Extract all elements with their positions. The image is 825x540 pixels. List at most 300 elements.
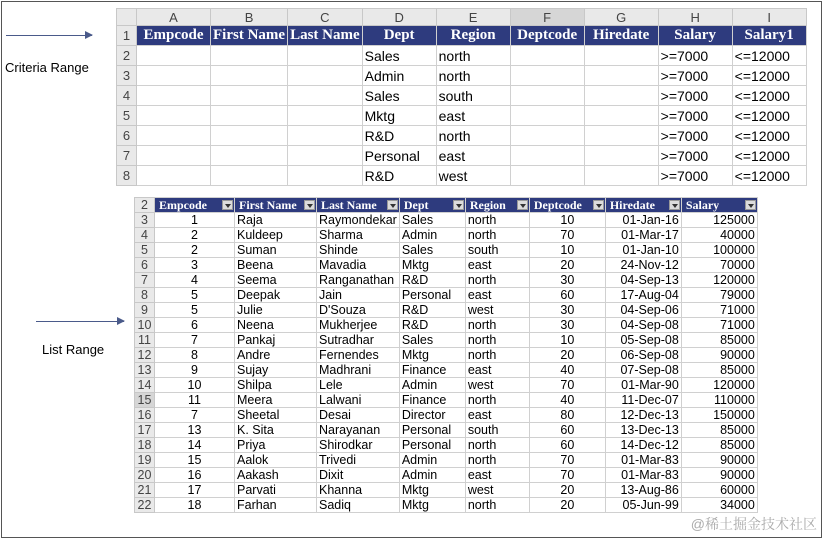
row-header[interactable]: 9 [135,303,155,318]
dept-cell[interactable]: Sales [399,243,465,258]
region-criteria-cell[interactable]: east [436,146,510,166]
list-range-label: List Range [42,342,105,357]
cell[interactable] [288,146,363,166]
row-header[interactable]: 11 [135,333,155,348]
first-name-cell[interactable]: Sujay [235,363,317,378]
deptcode-cell[interactable]: 70 [529,468,605,483]
region-cell[interactable]: north [465,273,529,288]
region-cell[interactable]: east [465,363,529,378]
deptcode-cell[interactable]: 70 [529,228,605,243]
list-row [135,483,758,498]
salary1-criteria-cell[interactable]: <=12000 [732,166,806,186]
region-cell[interactable]: north [465,333,529,348]
list-row [135,408,758,423]
row-header[interactable]: 21 [135,483,155,498]
salary1-criteria-cell[interactable]: <=12000 [732,66,806,86]
empcode-cell[interactable]: 17 [155,483,235,498]
empcode-cell[interactable]: 13 [155,423,235,438]
column-header[interactable]: I [732,9,806,26]
row-header[interactable]: 2 [135,198,155,213]
first-name-cell[interactable]: Raja [235,213,317,228]
region-criteria-cell[interactable]: north [436,66,510,86]
cell[interactable] [510,86,584,106]
cell[interactable] [510,66,584,86]
row-header[interactable]: 15 [135,393,155,408]
cell[interactable] [510,46,584,66]
deptcode-cell[interactable]: 70 [529,453,605,468]
dept-cell[interactable]: R&D [399,273,465,288]
column-header[interactable]: B [211,9,288,26]
dept-criteria-cell[interactable]: Mktg [362,106,436,126]
list-header-cell[interactable] [317,198,400,213]
first-name-cell[interactable]: Deepak [235,288,317,303]
last-name-cell[interactable]: Desai [317,408,400,423]
hiredate-cell[interactable]: 11-Dec-07 [605,393,681,408]
criteria-header-cell[interactable]: Last Name [288,26,363,46]
cell[interactable] [137,86,211,106]
salary-cell[interactable]: 85000 [681,423,757,438]
empcode-cell[interactable]: 9 [155,363,235,378]
hiredate-cell[interactable]: 12-Dec-13 [605,408,681,423]
row-header[interactable]: 10 [135,318,155,333]
region-cell[interactable]: west [465,303,529,318]
list-header-cell[interactable] [605,198,681,213]
salary-cell[interactable]: 71000 [681,318,757,333]
deptcode-cell[interactable]: 30 [529,303,605,318]
select-all-corner[interactable] [117,9,137,26]
cell[interactable] [288,86,363,106]
column-header[interactable]: G [584,9,658,26]
list-sheet [134,197,758,513]
cell[interactable] [288,106,363,126]
hiredate-cell[interactable]: 05-Jun-99 [605,498,681,513]
list-row [135,318,758,333]
first-name-cell[interactable]: Andre [235,348,317,363]
hiredate-cell[interactable]: 01-Mar-83 [605,453,681,468]
cell[interactable] [211,146,288,166]
dept-cell[interactable]: Mktg [399,348,465,363]
empcode-cell[interactable]: 8 [155,348,235,363]
deptcode-cell[interactable]: 40 [529,363,605,378]
cell[interactable] [288,66,363,86]
row-header[interactable]: 22 [135,498,155,513]
salary-cell[interactable]: 100000 [681,243,757,258]
row-header[interactable]: 8 [117,166,137,186]
list-row [135,213,758,228]
hiredate-cell[interactable]: 24-Nov-12 [605,258,681,273]
cell[interactable] [584,66,658,86]
first-name-cell[interactable]: Aalok [235,453,317,468]
dept-cell[interactable]: Mktg [399,258,465,273]
dept-criteria-cell[interactable]: Sales [362,46,436,66]
last-name-cell[interactable]: Lele [317,378,400,393]
row-header[interactable]: 1 [117,26,137,46]
region-cell[interactable]: east [465,288,529,303]
deptcode-cell[interactable]: 20 [529,483,605,498]
row-header[interactable]: 19 [135,453,155,468]
first-name-cell[interactable]: Farhan [235,498,317,513]
last-name-cell[interactable]: Sutradhar [317,333,400,348]
row-header[interactable]: 14 [135,378,155,393]
last-name-cell[interactable]: Sharma [317,228,400,243]
empcode-cell[interactable]: 4 [155,273,235,288]
cell[interactable] [137,46,211,66]
dept-cell[interactable]: Admin [399,453,465,468]
region-cell[interactable]: north [465,318,529,333]
row-header[interactable]: 7 [117,146,137,166]
salary-cell[interactable]: 79000 [681,288,757,303]
dept-cell[interactable]: Sales [399,333,465,348]
region-cell[interactable]: north [465,498,529,513]
list-row [135,303,758,318]
region-cell[interactable]: north [465,348,529,363]
filter-dropdown-icon[interactable] [669,200,680,210]
row-header[interactable]: 7 [135,273,155,288]
empcode-cell[interactable]: 18 [155,498,235,513]
first-name-cell[interactable]: Shilpa [235,378,317,393]
criteria-header-cell[interactable]: Dept [362,26,436,46]
empcode-cell[interactable]: 2 [155,243,235,258]
cell[interactable] [288,126,363,146]
region-cell[interactable]: east [465,258,529,273]
region-cell[interactable]: south [465,423,529,438]
cell[interactable] [510,106,584,126]
deptcode-cell[interactable]: 20 [529,258,605,273]
deptcode-cell[interactable]: 60 [529,438,605,453]
dept-cell[interactable]: Sales [399,213,465,228]
first-name-cell[interactable]: Neena [235,318,317,333]
dept-cell[interactable]: Admin [399,228,465,243]
salary-cell[interactable]: 120000 [681,378,757,393]
cell[interactable] [584,146,658,166]
column-header[interactable]: C [288,9,363,26]
salary-cell[interactable]: 71000 [681,303,757,318]
cell[interactable] [137,66,211,86]
cell[interactable] [584,106,658,126]
last-name-cell[interactable]: Mukherjee [317,318,400,333]
cell[interactable] [137,126,211,146]
deptcode-cell[interactable]: 70 [529,378,605,393]
criteria-header-cell[interactable]: Hiredate [584,26,658,46]
row-header[interactable]: 16 [135,408,155,423]
hiredate-cell[interactable]: 07-Sep-08 [605,363,681,378]
empcode-cell[interactable]: 6 [155,318,235,333]
dept-criteria-cell[interactable]: R&D [362,166,436,186]
criteria-header-cell[interactable]: Region [436,26,510,46]
salary-cell[interactable]: 34000 [681,498,757,513]
dept-cell[interactable]: R&D [399,303,465,318]
hiredate-cell[interactable]: 04-Sep-13 [605,273,681,288]
salary-cell[interactable]: 85000 [681,363,757,378]
criteria-header-cell[interactable]: Empcode [137,26,211,46]
empcode-cell[interactable]: 11 [155,393,235,408]
last-name-cell[interactable]: Narayanan [317,423,400,438]
empcode-cell[interactable]: 1 [155,213,235,228]
region-cell[interactable]: east [465,408,529,423]
salary-criteria-cell[interactable]: >=7000 [658,126,732,146]
hiredate-cell[interactable]: 13-Aug-86 [605,483,681,498]
salary-criteria-cell[interactable]: >=7000 [658,46,732,66]
row-header[interactable]: 5 [117,106,137,126]
column-header[interactable]: D [362,9,436,26]
first-name-cell[interactable]: Julie [235,303,317,318]
row-header[interactable]: 4 [135,228,155,243]
region-cell[interactable]: north [465,213,529,228]
header-label: Deptcode [533,198,582,212]
deptcode-cell[interactable]: 80 [529,408,605,423]
row-header[interactable]: 3 [117,66,137,86]
cell[interactable] [137,106,211,126]
filter-dropdown-icon[interactable] [745,200,756,210]
empcode-cell[interactable]: 2 [155,228,235,243]
hiredate-cell[interactable]: 01-Jan-16 [605,213,681,228]
list-header-cell[interactable] [155,198,235,213]
criteria-grid [116,8,807,186]
deptcode-cell[interactable]: 60 [529,288,605,303]
salary-cell[interactable]: 150000 [681,408,757,423]
salary-cell[interactable]: 70000 [681,258,757,273]
empcode-cell[interactable]: 16 [155,468,235,483]
hiredate-cell[interactable]: 05-Sep-08 [605,333,681,348]
hiredate-cell[interactable]: 04-Sep-06 [605,303,681,318]
criteria-header-cell[interactable]: First Name [211,26,288,46]
region-criteria-cell[interactable]: west [436,166,510,186]
dept-cell[interactable]: Finance [399,363,465,378]
salary-cell[interactable]: 90000 [681,348,757,363]
first-name-cell[interactable]: Beena [235,258,317,273]
cell[interactable] [510,126,584,146]
salary-cell[interactable]: 125000 [681,213,757,228]
cell[interactable] [137,166,211,186]
region-cell[interactable]: west [465,483,529,498]
region-cell[interactable]: north [465,438,529,453]
last-name-cell[interactable]: Khanna [317,483,400,498]
region-criteria-cell[interactable]: north [436,126,510,146]
filter-dropdown-icon[interactable] [222,200,233,210]
first-name-cell[interactable]: Parvati [235,483,317,498]
header-label: Empcode [159,198,207,212]
empcode-cell[interactable]: 7 [155,408,235,423]
filter-dropdown-icon[interactable] [453,200,464,210]
column-header[interactable]: H [658,9,732,26]
list-header-cell[interactable] [681,198,757,213]
criteria-header-cell[interactable]: Salary [658,26,732,46]
cell[interactable] [137,146,211,166]
region-cell[interactable]: west [465,378,529,393]
row-header[interactable]: 13 [135,363,155,378]
region-cell[interactable]: north [465,453,529,468]
cell[interactable] [584,166,658,186]
last-name-cell[interactable]: Sadiq [317,498,400,513]
list-row [135,348,758,363]
cell[interactable] [510,146,584,166]
empcode-cell[interactable]: 7 [155,333,235,348]
salary1-criteria-cell[interactable]: <=12000 [732,46,806,66]
dept-cell[interactable]: Mktg [399,498,465,513]
criteria-header-cell[interactable]: Deptcode [510,26,584,46]
last-name-cell[interactable]: Lalwani [317,393,400,408]
deptcode-cell[interactable]: 10 [529,333,605,348]
list-header-cell[interactable] [399,198,465,213]
dept-criteria-cell[interactable]: Personal [362,146,436,166]
hiredate-cell[interactable]: 06-Sep-08 [605,348,681,363]
region-cell[interactable]: south [465,243,529,258]
last-name-cell[interactable]: Trivedi [317,453,400,468]
last-name-cell[interactable]: Dixit [317,468,400,483]
deptcode-cell[interactable]: 20 [529,348,605,363]
hiredate-cell[interactable]: 01-Jan-10 [605,243,681,258]
cell[interactable] [211,46,288,66]
salary-cell[interactable]: 90000 [681,468,757,483]
salary-cell[interactable]: 60000 [681,483,757,498]
dept-cell[interactable]: Personal [399,288,465,303]
hiredate-cell[interactable]: 01-Mar-17 [605,228,681,243]
first-name-cell[interactable]: Suman [235,243,317,258]
cell[interactable] [584,46,658,66]
salary-criteria-cell[interactable]: >=7000 [658,66,732,86]
hiredate-cell[interactable]: 17-Aug-04 [605,288,681,303]
salary-criteria-cell[interactable]: >=7000 [658,146,732,166]
dept-criteria-cell[interactable]: R&D [362,126,436,146]
empcode-cell[interactable]: 10 [155,378,235,393]
dept-cell[interactable]: Admin [399,378,465,393]
salary-cell[interactable]: 40000 [681,228,757,243]
row-header[interactable]: 2 [117,46,137,66]
hiredate-cell[interactable]: 01-Mar-83 [605,468,681,483]
column-header[interactable]: E [436,9,510,26]
row-header[interactable]: 6 [117,126,137,146]
dept-cell[interactable]: Personal [399,438,465,453]
dept-cell[interactable]: Finance [399,393,465,408]
empcode-cell[interactable]: 14 [155,438,235,453]
first-name-cell[interactable]: K. Sita [235,423,317,438]
last-name-cell[interactable]: Mavadia [317,258,400,273]
last-name-cell[interactable]: Madhrani [317,363,400,378]
last-name-cell[interactable]: Shirodkar [317,438,400,453]
deptcode-cell[interactable]: 10 [529,243,605,258]
row-header[interactable]: 4 [117,86,137,106]
dept-cell[interactable]: Personal [399,423,465,438]
empcode-cell[interactable]: 3 [155,258,235,273]
dept-cell[interactable]: Director [399,408,465,423]
cell[interactable] [584,126,658,146]
first-name-cell[interactable]: Sheetal [235,408,317,423]
salary1-criteria-cell[interactable]: <=12000 [732,86,806,106]
criteria-arrow [6,35,92,36]
last-name-cell[interactable]: Ranganathan [317,273,400,288]
cell[interactable] [288,166,363,186]
cell[interactable] [211,66,288,86]
hiredate-cell[interactable]: 01-Mar-90 [605,378,681,393]
column-header[interactable]: A [137,9,211,26]
row-header[interactable]: 20 [135,468,155,483]
list-header-cell[interactable] [465,198,529,213]
cell[interactable] [211,166,288,186]
cell[interactable] [211,126,288,146]
list-header-cell[interactable] [235,198,317,213]
list-row [135,363,758,378]
first-name-cell[interactable]: Meera [235,393,317,408]
deptcode-cell[interactable]: 30 [529,318,605,333]
row-header[interactable]: 18 [135,438,155,453]
filter-dropdown-icon[interactable] [387,200,398,210]
hiredate-cell[interactable]: 14-Dec-12 [605,438,681,453]
first-name-cell[interactable]: Pankaj [235,333,317,348]
criteria-header-cell[interactable]: Salary1 [732,26,806,46]
region-criteria-cell[interactable]: north [436,46,510,66]
last-name-cell[interactable]: Fernendes [317,348,400,363]
region-cell[interactable]: east [465,468,529,483]
region-criteria-cell[interactable]: east [436,106,510,126]
hiredate-cell[interactable]: 04-Sep-08 [605,318,681,333]
first-name-cell[interactable]: Priya [235,438,317,453]
deptcode-cell[interactable]: 20 [529,498,605,513]
filter-dropdown-icon[interactable] [304,200,315,210]
region-cell[interactable]: north [465,228,529,243]
salary1-criteria-cell[interactable]: <=12000 [732,106,806,126]
deptcode-cell[interactable]: 60 [529,423,605,438]
filter-dropdown-icon[interactable] [593,200,604,210]
salary-cell[interactable]: 85000 [681,333,757,348]
row-header[interactable]: 5 [135,243,155,258]
salary1-criteria-cell[interactable]: <=12000 [732,126,806,146]
region-cell[interactable]: north [465,393,529,408]
dept-cell[interactable]: R&D [399,318,465,333]
list-header-cell[interactable] [529,198,605,213]
empcode-cell[interactable]: 15 [155,453,235,468]
last-name-cell[interactable]: Shinde [317,243,400,258]
salary-criteria-cell[interactable]: >=7000 [658,166,732,186]
salary-criteria-cell[interactable]: >=7000 [658,106,732,126]
salary-cell[interactable]: 85000 [681,438,757,453]
cell[interactable] [211,86,288,106]
deptcode-cell[interactable]: 30 [529,273,605,288]
row-header[interactable]: 8 [135,288,155,303]
first-name-cell[interactable]: Seema [235,273,317,288]
last-name-cell[interactable]: D'Souza [317,303,400,318]
salary-cell[interactable]: 90000 [681,453,757,468]
cell[interactable] [510,166,584,186]
last-name-cell[interactable]: Jain [317,288,400,303]
empcode-cell[interactable]: 5 [155,288,235,303]
row-header[interactable]: 17 [135,423,155,438]
dept-cell[interactable]: Admin [399,468,465,483]
deptcode-cell[interactable]: 40 [529,393,605,408]
salary-cell[interactable]: 110000 [681,393,757,408]
cell[interactable] [584,86,658,106]
cell[interactable] [288,46,363,66]
column-header[interactable]: F [510,9,584,26]
filter-dropdown-icon[interactable] [517,200,528,210]
deptcode-cell[interactable]: 10 [529,213,605,228]
empcode-cell[interactable]: 5 [155,303,235,318]
region-criteria-cell[interactable]: south [436,86,510,106]
first-name-cell[interactable]: Kuldeep [235,228,317,243]
salary1-criteria-cell[interactable]: <=12000 [732,146,806,166]
row-header[interactable]: 6 [135,258,155,273]
salary-criteria-cell[interactable]: >=7000 [658,86,732,106]
row-header[interactable]: 3 [135,213,155,228]
row-header[interactable]: 12 [135,348,155,363]
first-name-cell[interactable]: Aakash [235,468,317,483]
salary-cell[interactable]: 120000 [681,273,757,288]
cell[interactable] [211,106,288,126]
dept-criteria-cell[interactable]: Sales [362,86,436,106]
dept-cell[interactable]: Mktg [399,483,465,498]
dept-criteria-cell[interactable]: Admin [362,66,436,86]
last-name-cell[interactable]: Raymondekar [317,213,400,228]
hiredate-cell[interactable]: 13-Dec-13 [605,423,681,438]
